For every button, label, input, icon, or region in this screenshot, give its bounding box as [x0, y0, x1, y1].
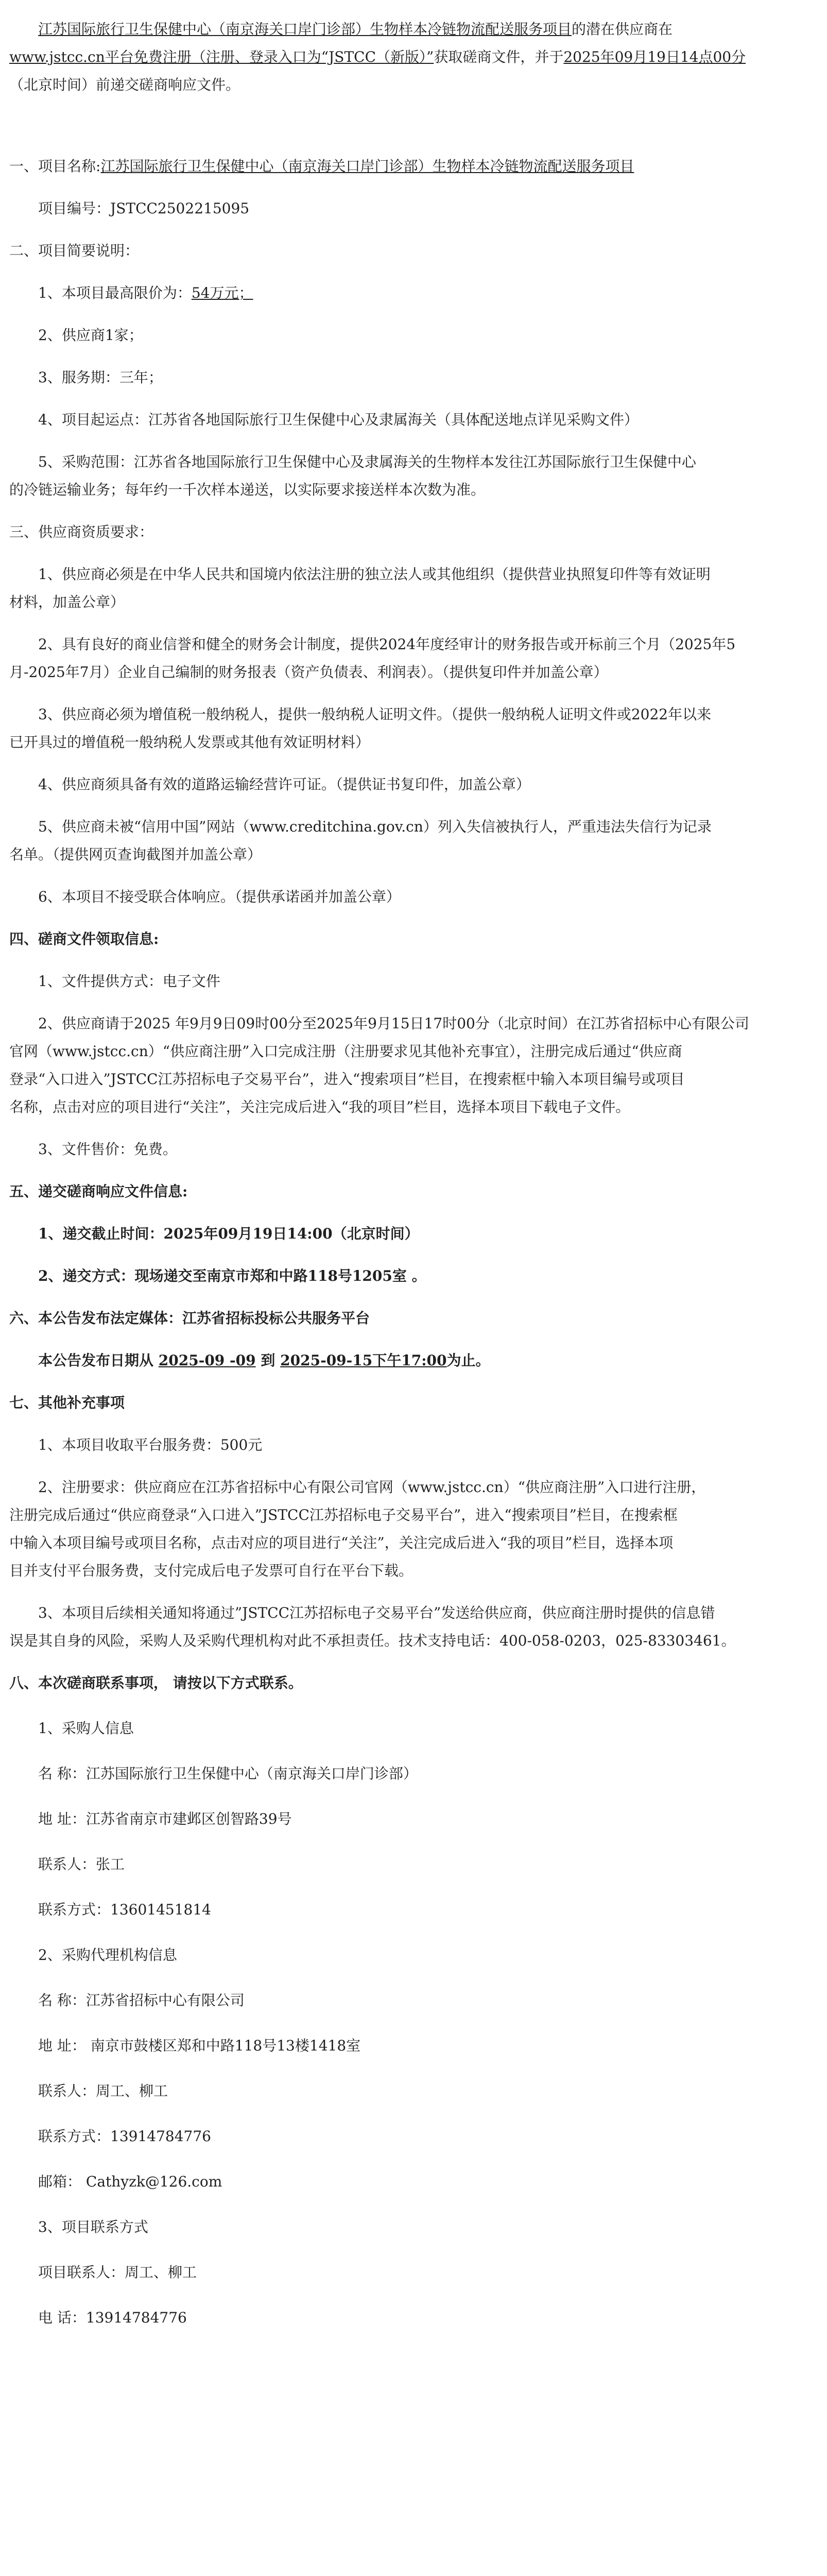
- section3-title: 三、供应商资质要求：: [9, 523, 154, 540]
- section-project-name: [9, 152, 818, 223]
- submission-method: 2、递交方式：现场递交至南京市郑和中路118号1205室 。: [38, 1267, 426, 1284]
- retrieval-method: 1、文件提供方式：电子文件: [38, 973, 220, 990]
- submission-deadline: 1、递交截止时间：2025年09月19日14:00（北京时间）: [38, 1225, 419, 1242]
- buyer-title: 1、采购人信息: [38, 1720, 134, 1737]
- qual-3-line-2: 已开具过的增值税一般纳税人发票或其他有效证明材料）: [9, 734, 370, 751]
- retrieval-2-line-1: 2、供应商请于2025 年9月9日09时00分至2025年9月15日17时00分（北京时间）在江苏省招标中心有限公司: [38, 1015, 749, 1032]
- section8-title: 八、本次磋商联系事项， 请按以下方式联系。: [9, 1674, 303, 1691]
- period-end: 2025-09-15下午17:00: [280, 1352, 447, 1369]
- platform-fee: 1、本项目收取平台服务费：500元: [38, 1436, 263, 1453]
- section5-title: 五、递交磋商响应文件信息:: [9, 1183, 188, 1200]
- section7-title: 七、其他补充事项: [9, 1394, 125, 1411]
- qual-6: 6、本项目不接受联合体响应。（提供承诺函并加盖公章）: [38, 888, 401, 905]
- retrieval-price: 3、文件售价：免费。: [38, 1141, 177, 1158]
- supplier-count: 2、供应商1家；: [38, 327, 143, 344]
- notice-line-1: 3、本项目后续相关通知将通过”JSTCC江苏招标电子交易平台”发送给供应商，供应商注册时提供的信息错: [38, 1604, 715, 1621]
- announcement-document: [9, 0, 818, 2332]
- notice-line-2: 误是其自身的风险，采购人及采购代理机构对此不承担责任。技术支持电话：400-058-0203，025-83303461。: [9, 1632, 736, 1649]
- period-start: 2025-09 -09: [158, 1352, 256, 1369]
- intro-text-1: 的潜在供应商在: [572, 21, 673, 38]
- agent-name: 名 称：江苏省招标中心有限公司: [38, 1992, 245, 2009]
- agent-contact: 联系人：周工、柳工: [38, 2082, 168, 2099]
- project-contact-title: 3、项目联系方式: [38, 2218, 148, 2235]
- qual-5-line-2: 名单。（提供网页查询截图并加盖公章）: [9, 846, 262, 863]
- period-mid: 到: [261, 1352, 275, 1369]
- buyer-phone: 联系方式：13601451814: [38, 1901, 211, 1918]
- max-price-value: 54万元；: [191, 284, 253, 301]
- section1-prefix: 一、项目名称:: [9, 158, 101, 175]
- section2-title: 二、项目简要说明：: [9, 242, 140, 259]
- retrieval-2-line-3: 登录“入口进入”JSTCC江苏招标电子交易平台”，进入“搜索项目”栏目，在搜索框中输入本项目编号或项目: [9, 1071, 685, 1088]
- section-doc-retrieval: [9, 925, 818, 1163]
- scope-line-1: 5、采购范围：江苏省各地国际旅行卫生保健中心及隶属海关的生物样本发往江苏国际旅行卫生保健中心: [38, 453, 696, 470]
- section-summary: [9, 237, 818, 504]
- intro-project-name: 江苏国际旅行卫生保健中心（南京海关口岸门诊部）生物样本冷链物流配送服务项目: [38, 21, 572, 38]
- section1-title: 江苏国际旅行卫生保健中心（南京海关口岸门诊部）生物样本冷链物流配送服务项目: [100, 158, 634, 175]
- retrieval-2-line-4: 名称，点击对应的项目进行“关注”，关注完成后进入“我的项目”栏目，选择本项目下载电子文件。: [9, 1098, 630, 1115]
- qual-1-line-2: 材料，加盖公章）: [9, 594, 125, 611]
- registration-line-3: 中输入本项目编号或项目名称，点击对应的项目进行“关注”，关注完成后进入“我的项目”栏目，选择本项: [9, 1534, 674, 1551]
- qual-2-line-1: 2、具有良好的商业信誉和健全的财务会计制度，提供2024年度经审计的财务报告或开标前三个月（2025年5: [38, 636, 736, 653]
- registration-line-2: 注册完成后通过“供应商登录“入口进入”JSTCC江苏招标电子交易平台”，进入“搜索项目”栏目，在搜索框: [9, 1506, 678, 1523]
- section-other: [9, 1389, 818, 1655]
- max-price-label: 1、本项目最高限价为：: [38, 284, 192, 301]
- service-period: 3、服务期：三年；: [38, 369, 163, 386]
- qual-4: 4、供应商须具备有效的道路运输经营许可证。（提供证书复印件，加盖公章）: [38, 776, 530, 793]
- registration-line-1: 2、注册要求：供应商应在江苏省招标中心有限公司官网（www.jstcc.cn）“供应商注册”入口进行注册，: [38, 1479, 706, 1496]
- agent-address: 地 址： 南京市鼓楼区郑和中路118号13楼1418室: [38, 2037, 361, 2054]
- origin-point: 4、项目起运点：江苏省各地国际旅行卫生保健中心及隶属海关（具体配送地点详见采购文件）: [38, 411, 639, 428]
- section-contacts: [9, 1669, 818, 2332]
- intro-site-link[interactable]: www.jstcc.cn平台免费注册（注册、登录入口为“JSTCC（新版）”: [9, 48, 434, 65]
- section-qualifications: [9, 518, 818, 911]
- qual-3-line-1: 3、供应商必须为增值税一般纳税人，提供一般纳税人证明文件。（提供一般纳税人证明文件或2022年以来: [38, 706, 712, 723]
- scope-line-2: 的冷链运输业务；每年约一千次样本递送，以实际要求接送样本次数为准。: [9, 481, 486, 498]
- buyer-name: 名 称：江苏国际旅行卫生保健中心（南京海关口岸门诊部）: [38, 1765, 418, 1782]
- intro-deadline: 2025年09月19日14点00分: [563, 48, 746, 65]
- qual-2-line-2: 月-2025年7月）企业自己编制的财务报表（资产负债表、利润表）。（提供复印件并加盖公章）: [9, 664, 608, 681]
- section-media: [9, 1304, 818, 1375]
- retrieval-2-line-2: 官网（www.jstcc.cn）“供应商注册”入口完成注册（注册要求见其他补充事宜），注册完成后通过“供应商: [9, 1043, 682, 1060]
- intro-paragraph: [9, 15, 818, 99]
- buyer-contact: 联系人：张工: [38, 1856, 125, 1873]
- intro-text-3: （北京时间）前递交磋商响应文件。: [9, 76, 240, 93]
- project-contact: 项目联系人：周工、柳工: [38, 2264, 197, 2281]
- section4-title: 四、磋商文件领取信息:: [9, 930, 159, 947]
- agent-phone: 联系方式：13914784776: [38, 2128, 211, 2145]
- project-phone: 电 话：13914784776: [38, 2309, 187, 2326]
- agent-title: 2、采购代理机构信息: [38, 1946, 177, 1963]
- section-submission: [9, 1178, 818, 1290]
- project-code: 项目编号：JSTCC2502215095: [38, 200, 250, 217]
- period-suffix: 为止。: [446, 1352, 490, 1369]
- qual-1-line-1: 1、供应商必须是在中华人民共和国境内依法注册的独立法人或其他组织（提供营业执照复印件等有效证明: [38, 566, 711, 583]
- qual-5-line-1: 5、供应商未被“信用中国”网站（www.creditchina.gov.cn）列入失信被执行人，严重违法失信行为记录: [38, 818, 712, 835]
- intro-text-2: 获取磋商文件，并于: [434, 48, 564, 65]
- section6-title: 六、本公告发布法定媒体：江苏省招标投标公共服务平台: [9, 1310, 370, 1327]
- agent-email[interactable]: 邮箱： Cathyzk@126.com: [38, 2173, 222, 2190]
- buyer-address: 地 址：江苏省南京市建邺区创智路39号: [38, 1810, 292, 1827]
- period-prefix: 本公告发布日期从: [38, 1352, 154, 1369]
- registration-line-4: 目并支付平台服务费，支付完成后电子发票可自行在平台下载。: [9, 1562, 413, 1579]
